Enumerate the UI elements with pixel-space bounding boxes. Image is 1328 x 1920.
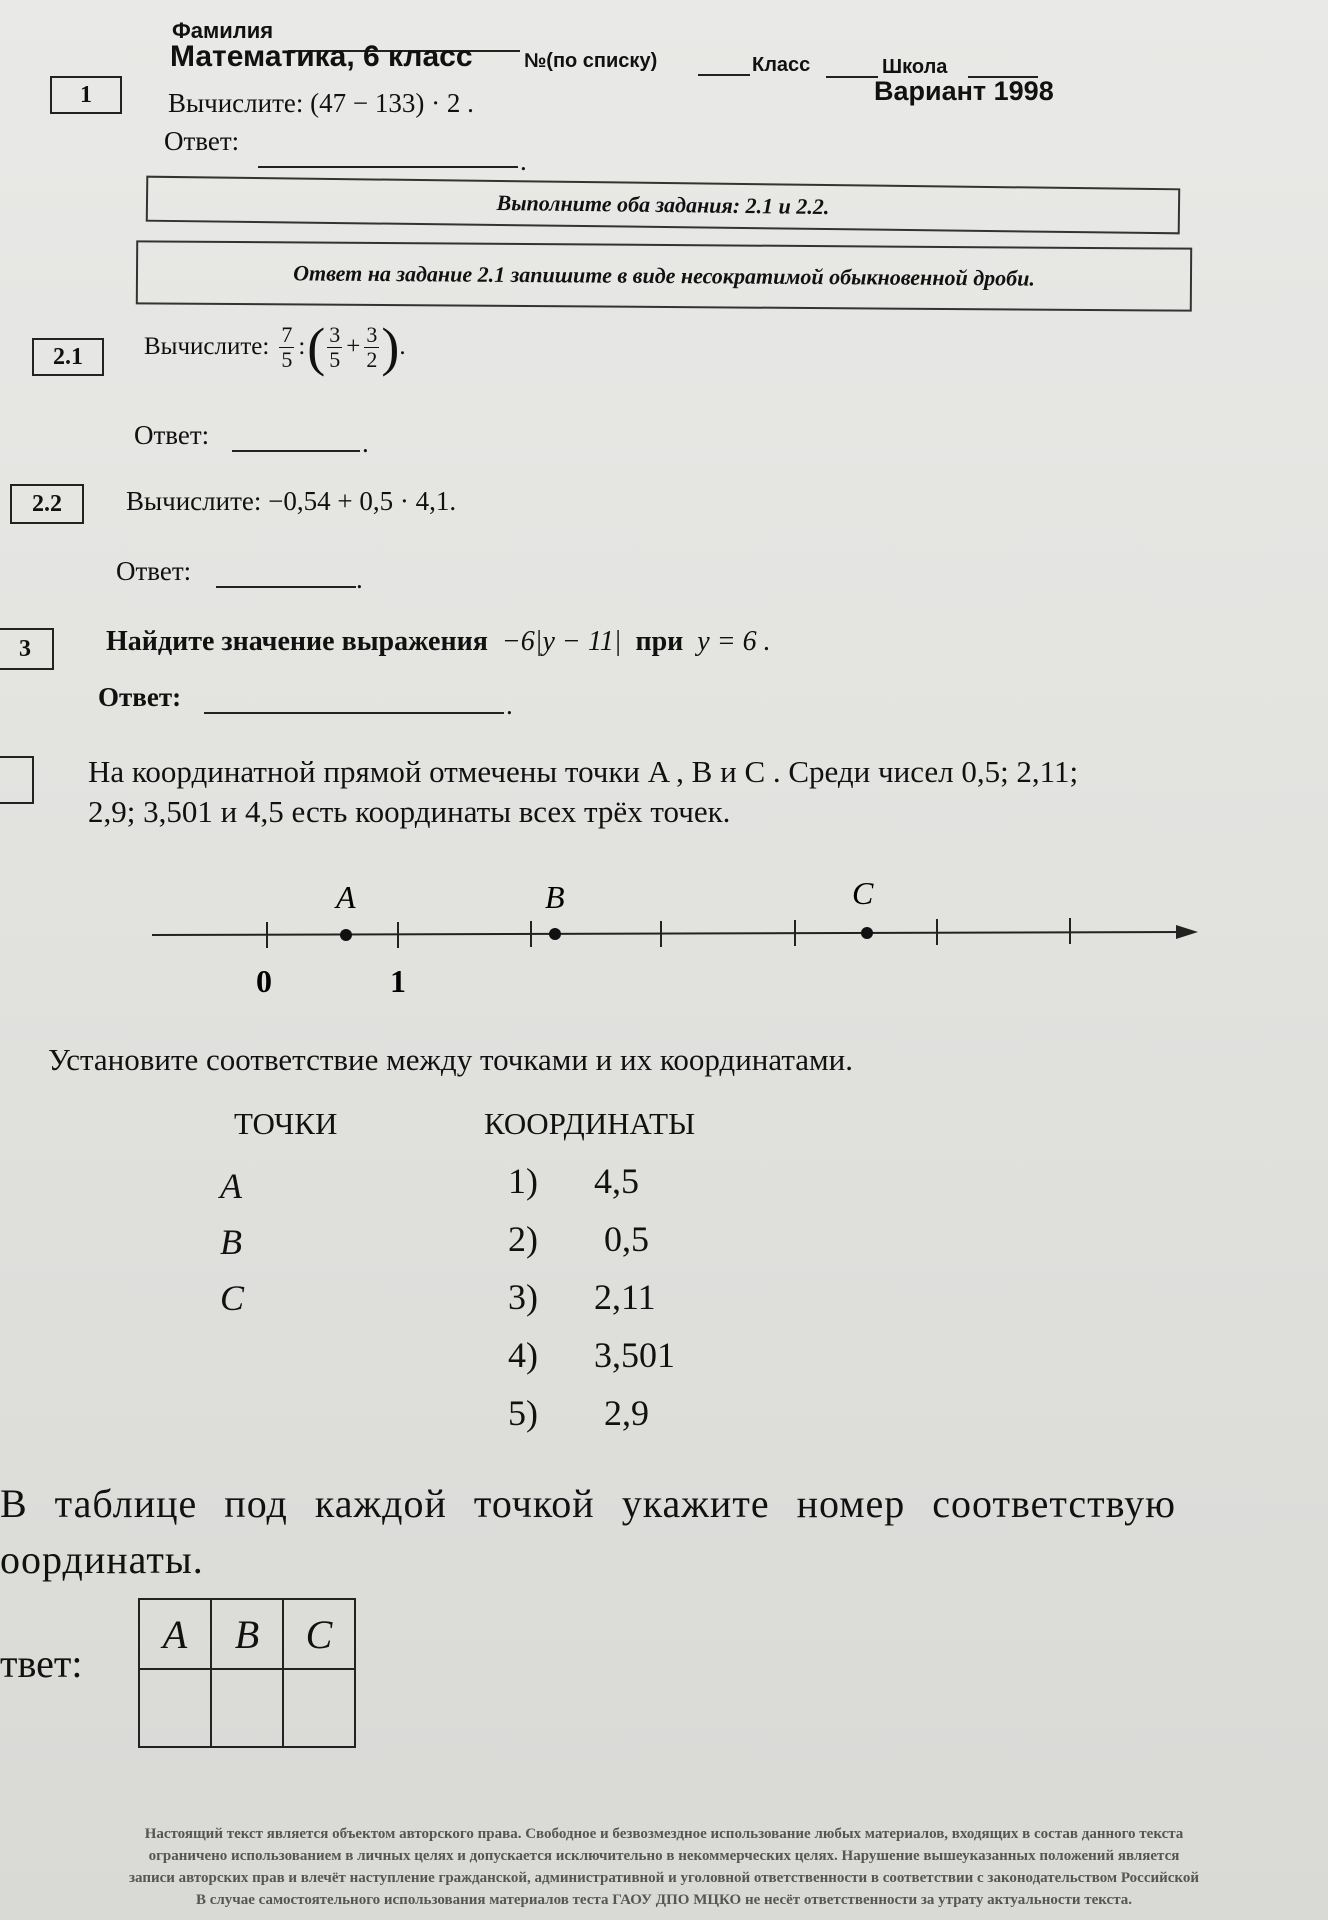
answer-table-row: [139, 1669, 355, 1747]
fraction-1: [279, 323, 294, 372]
task-1-answer-label: Ответ:: [164, 126, 240, 156]
match-title: Установите соответствие между точками и их координатами.: [48, 1042, 853, 1077]
instruction-both-tasks-text: Выполните оба задания: 2.1 и 2.2.: [496, 189, 830, 220]
task-2-1-answer-line[interactable]: [232, 450, 360, 452]
point-c-label: C: [852, 875, 874, 911]
table-instruction-line-2: оординаты.: [0, 1537, 204, 1582]
table-instruction-line-1: В таблице под каждой точкой укажите номер соответствую: [0, 1481, 1176, 1526]
task-4-line-1: На координатной прямой отмечены точки A , B и C . Среди чисел 0,5; 2,11;: [88, 754, 1079, 789]
task-4-answer-label: твет:: [0, 1641, 83, 1686]
footer-line-1: Настоящий текст является объектом авторского права. Свободное и безвозмездное использование любых материалов, входящих в состав данного текста: [144, 1826, 1184, 1842]
list-number-line[interactable]: [698, 74, 750, 76]
instruction-both-tasks: [146, 176, 1180, 235]
task-3-number: 3: [19, 635, 31, 662]
right-paren: ): [381, 317, 400, 377]
point-a: A: [220, 1166, 242, 1206]
task-2-1-number-box: [32, 338, 104, 376]
number-line-arrow: [1176, 925, 1198, 939]
fraction-3: [364, 323, 379, 372]
coord-val-4: 3,501: [594, 1335, 675, 1375]
task-2-1-answer-period: .: [362, 428, 369, 458]
footer-line-4: В случае самостоятельного использования материалов теста ГАОУ ДПО МЦКО не несёт ответственности за утрату актуальности текста.: [195, 1892, 1133, 1908]
point-b: B: [220, 1222, 242, 1262]
task-3-expression: −6|y − 11|: [501, 626, 622, 657]
answer-table: [138, 1598, 356, 1748]
subject-title: Математика, 6 класс: [170, 40, 473, 73]
coord-row-5: [508, 1384, 675, 1442]
fraction-3-numerator: 3: [366, 321, 378, 347]
coord-val-2: 0,5: [604, 1219, 649, 1259]
task-1-answer-period: .: [520, 146, 527, 176]
list-number-label: №(по списку): [524, 50, 658, 72]
answer-table-header: [139, 1599, 355, 1669]
coord-val-5: 2,9: [604, 1393, 649, 1433]
footer-line-3: записи авторских прав и влечёт наступление гражданской, административной и уголовной ответственности в соответствии с законодательством Российской: [128, 1870, 1200, 1886]
expression-period: .: [399, 333, 406, 360]
task-2-2-number-box: [10, 484, 84, 524]
point-a-dot: [340, 929, 352, 941]
task-3-prompt: Найдите значение выражения: [106, 626, 488, 657]
task-1-answer-line[interactable]: [258, 166, 518, 168]
coord-num-3: 3): [508, 1277, 538, 1317]
points-list: [220, 1158, 244, 1326]
col-points-header: ТОЧКИ: [234, 1106, 338, 1141]
number-line: [140, 860, 1210, 1010]
plus-sign: +: [346, 333, 361, 360]
instruction-fraction-note-text: Ответ на задание 2.1 запишите в виде несократимой обыкновенной дроби.: [293, 260, 1035, 291]
fraction-2: [327, 323, 342, 372]
task-2-1-prompt: Вычислите:: [144, 333, 270, 360]
point-b-dot: [549, 928, 561, 940]
task-4-text: [88, 752, 1078, 832]
fraction-2-denominator: 5: [329, 346, 341, 372]
task-2-2-text: [126, 486, 456, 517]
task-4-line-2: 2,9; 3,501 и 4,5 есть координаты всех трёх точек.: [88, 794, 731, 829]
coord-row-3: [508, 1268, 675, 1326]
answer-cell-a[interactable]: [139, 1669, 211, 1747]
task-1-prompt: Вычислите:: [168, 88, 304, 118]
fraction-1-denominator: 5: [281, 346, 293, 372]
coords-list: [508, 1152, 675, 1442]
number-line-axis: [152, 932, 1190, 935]
school-label: Школа: [882, 56, 948, 78]
variant-title: Вариант 1998: [874, 76, 1054, 106]
instruction-fraction-note: [136, 240, 1192, 311]
task-4-number-box: [0, 756, 34, 804]
tick-label-0: 0: [256, 963, 272, 999]
footer-line-2: ограничено использованием в личных целях и допускается исключительно в некоммерческих целях. Нарушение вышеуказанных положений является: [148, 1848, 1180, 1864]
task-2-1-answer-label: Ответ:: [134, 420, 210, 450]
coord-row-1: [508, 1152, 675, 1210]
task-1-text: [168, 88, 474, 119]
task-2-2-answer-period: .: [356, 564, 363, 594]
task-3-answer-period: .: [506, 690, 513, 720]
answer-header-b: B: [211, 1599, 283, 1669]
coord-val-1: 4,5: [594, 1161, 639, 1201]
answer-cell-b[interactable]: [211, 1669, 283, 1747]
answer-header-a: A: [139, 1599, 211, 1669]
task-2-2-answer-line[interactable]: [216, 586, 356, 588]
task-1-number-box: [50, 76, 122, 114]
task-3-answer-label: Ответ:: [98, 682, 182, 712]
task-3-number-box: [0, 628, 54, 670]
table-instructions: [0, 1476, 1176, 1588]
fraction-3-denominator: 2: [366, 346, 378, 372]
class-line[interactable]: [826, 76, 878, 78]
task-3-condition: y = 6 .: [697, 626, 771, 657]
class-label: Класс: [752, 54, 811, 76]
point-a-label: A: [336, 879, 356, 915]
fraction-1-numerator: 7: [281, 321, 293, 347]
tick-label-1: 1: [390, 963, 406, 999]
task-2-2-number: 2.2: [32, 490, 62, 517]
fraction-2-numerator: 3: [329, 321, 341, 347]
point-c: C: [220, 1278, 245, 1318]
col-coords-header: КООРДИНАТЫ: [484, 1106, 696, 1141]
division-colon: :: [298, 333, 306, 360]
coord-val-3: 2,11: [594, 1277, 656, 1317]
coord-num-1: 1): [508, 1161, 538, 1201]
task-3-when: при: [635, 626, 684, 657]
task-2-1-number: 2.1: [53, 343, 83, 370]
surname-label: Фамилия: [172, 18, 274, 43]
point-c-dot: [861, 927, 873, 939]
point-b-label: B: [545, 879, 565, 915]
task-3-answer-line[interactable]: [204, 712, 504, 714]
answer-cell-c[interactable]: [283, 1669, 355, 1747]
task-1-expression: (47 − 133) · 2 .: [310, 88, 474, 118]
coord-num-2: 2): [508, 1219, 538, 1259]
coord-num-4: 4): [508, 1335, 538, 1375]
task-2-1-expression: [144, 317, 406, 377]
answer-header-c: C: [283, 1599, 355, 1669]
task-3-text: [106, 626, 771, 658]
task-1-number: 1: [80, 81, 92, 108]
coord-row-4: [508, 1326, 675, 1384]
task-2-2-expression: −0,54 + 0,5 · 4,1.: [268, 486, 457, 516]
coord-row-2: [508, 1210, 675, 1268]
left-paren: (: [307, 317, 326, 377]
task-2-2-answer-label: Ответ:: [116, 556, 192, 586]
coord-num-5: 5): [508, 1393, 538, 1433]
task-2-2-prompt: Вычислите:: [126, 486, 262, 516]
